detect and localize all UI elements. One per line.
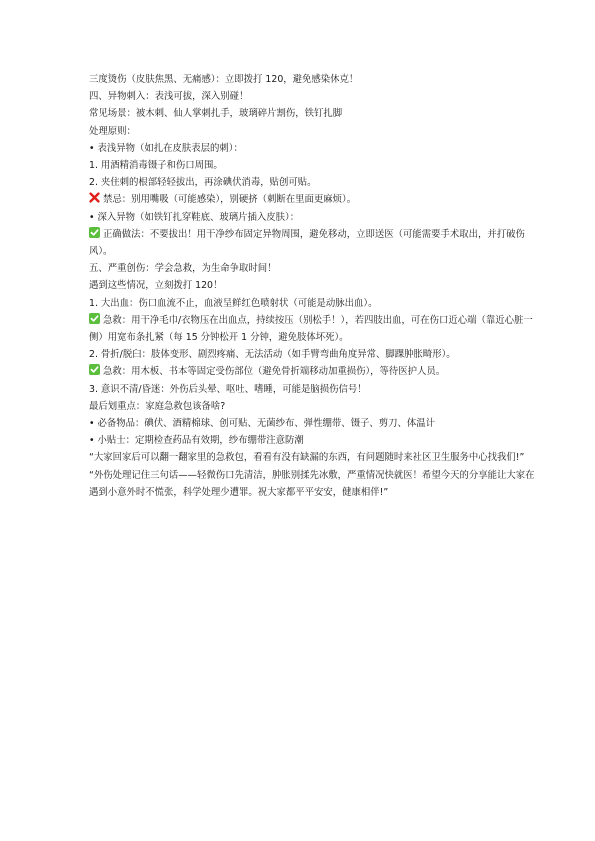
line-text: 三度烫伤（皮肤焦黑、无痛感）：立即拨打 120，避免感染休克！: [89, 74, 359, 85]
line-text: 3. 意识不清/昏迷：外伤后头晕、呕吐、嗜睡，可能是脑损伤信号！: [89, 383, 367, 395]
check-mark-icon: [89, 227, 100, 238]
line-text: • 深入异物（如铁钉扎穿鞋底、玻璃片插入皮肤）：: [89, 211, 300, 223]
line-text: 五、严重创伤：学会急救，为生命争取时间！: [89, 263, 277, 275]
text-line: [89, 398, 539, 415]
line-text: 常见场景：被木刺、仙人掌刺扎手，玻璃碎片割伤，铁钉扎脚: [89, 108, 343, 120]
document-page: [89, 71, 539, 501]
text-line: [89, 449, 539, 466]
text-line: [89, 363, 539, 380]
text-line: [89, 346, 539, 363]
line-text: 急救：用木板、书本等固定受伤部位（避免骨折端移动加重损伤），等待医护人员。: [103, 366, 446, 378]
line-text: • 表浅异物（如扎在皮肤表层的刺）：: [89, 142, 243, 154]
line-text: • 小贴士：定期检查药品有效期，纱布绷带注意防潮: [89, 435, 304, 447]
text-line: [89, 415, 539, 432]
line-text: 1. 大出血：伤口血流不止，血液呈鲜红色喷射状（可能是动脉出血）。: [89, 297, 378, 309]
text-line: [89, 71, 539, 88]
line-text: 正确做法：不要拔出！用干净纱布固定异物周围，避免移动，立即送医（可能需要手术取出，并打破伤风）。: [89, 228, 525, 258]
text-line: [89, 140, 539, 157]
line-text: 2. 夹住刺的根部轻轻拔出，再涂碘伏消毒，贴创可贴。: [89, 177, 317, 189]
line-text: 四、异物刺入：表浅可拔，深入别碰！: [89, 91, 249, 103]
text-line: [89, 260, 539, 277]
line-text: 处理原则：: [89, 125, 136, 137]
line-text: • 必备物品：碘伏、酒精棉球、创可贴、无菌纱布、弹性绷带、镊子、剪刀、体温计: [89, 418, 436, 430]
text-line: [89, 312, 539, 346]
text-line: [89, 105, 539, 122]
line-text: 2. 骨折/脱臼：肢体变形、剧烈疼痛、无法活动（如手臂弯曲角度异常、脚踝肿胀畸形）。: [89, 349, 456, 361]
line-text: “大家回家后可以翻一翻家里的急救包，看看有没有缺漏的东西，有问题随时来社区卫生服务中心找我们!”: [89, 452, 525, 464]
line-text: 急救：用干净毛巾/衣物压在出血点，持续按压（别松手！），若四肢出血，可在伤口近心端（靠近心脏一侧）用宽布条扎紧（每 15 分钟松开 1 分钟，避免肢体坏死）。: [89, 314, 533, 344]
check-mark-icon: [89, 313, 100, 324]
text-line: [89, 191, 539, 208]
text-line: [89, 88, 539, 105]
line-text: 1. 用酒精消毒镊子和伤口周围。: [89, 160, 223, 172]
text-line: [89, 432, 539, 449]
text-line: [89, 467, 539, 501]
line-text: “外伤处理记住三句话——轻微伤口先清洁，肿胀别揉先冰敷，严重情况快就医！希望今天的分享能让大家在遇到小意外时不慌张，科学处理少遭罪。祝大家都平平安安，健康相伴!”: [89, 469, 535, 498]
text-line: [89, 381, 539, 398]
line-text: 禁忌：别用嘴吸（可能感染），别硬挤（刺断在里面更麻烦）。: [103, 194, 357, 206]
text-line: [89, 226, 539, 260]
text-line: [89, 174, 539, 191]
text-line: [89, 295, 539, 312]
text-line: [89, 157, 539, 174]
line-text: 最后划重点：家庭急救包该备啥?: [89, 400, 226, 412]
line-text: 遇到这些情况，立刻拨打 120！: [89, 280, 223, 292]
text-line: [89, 123, 539, 140]
text-line: [89, 277, 539, 294]
cross-mark-icon: [89, 192, 100, 203]
check-mark-icon: [89, 364, 100, 375]
text-line: [89, 209, 539, 226]
